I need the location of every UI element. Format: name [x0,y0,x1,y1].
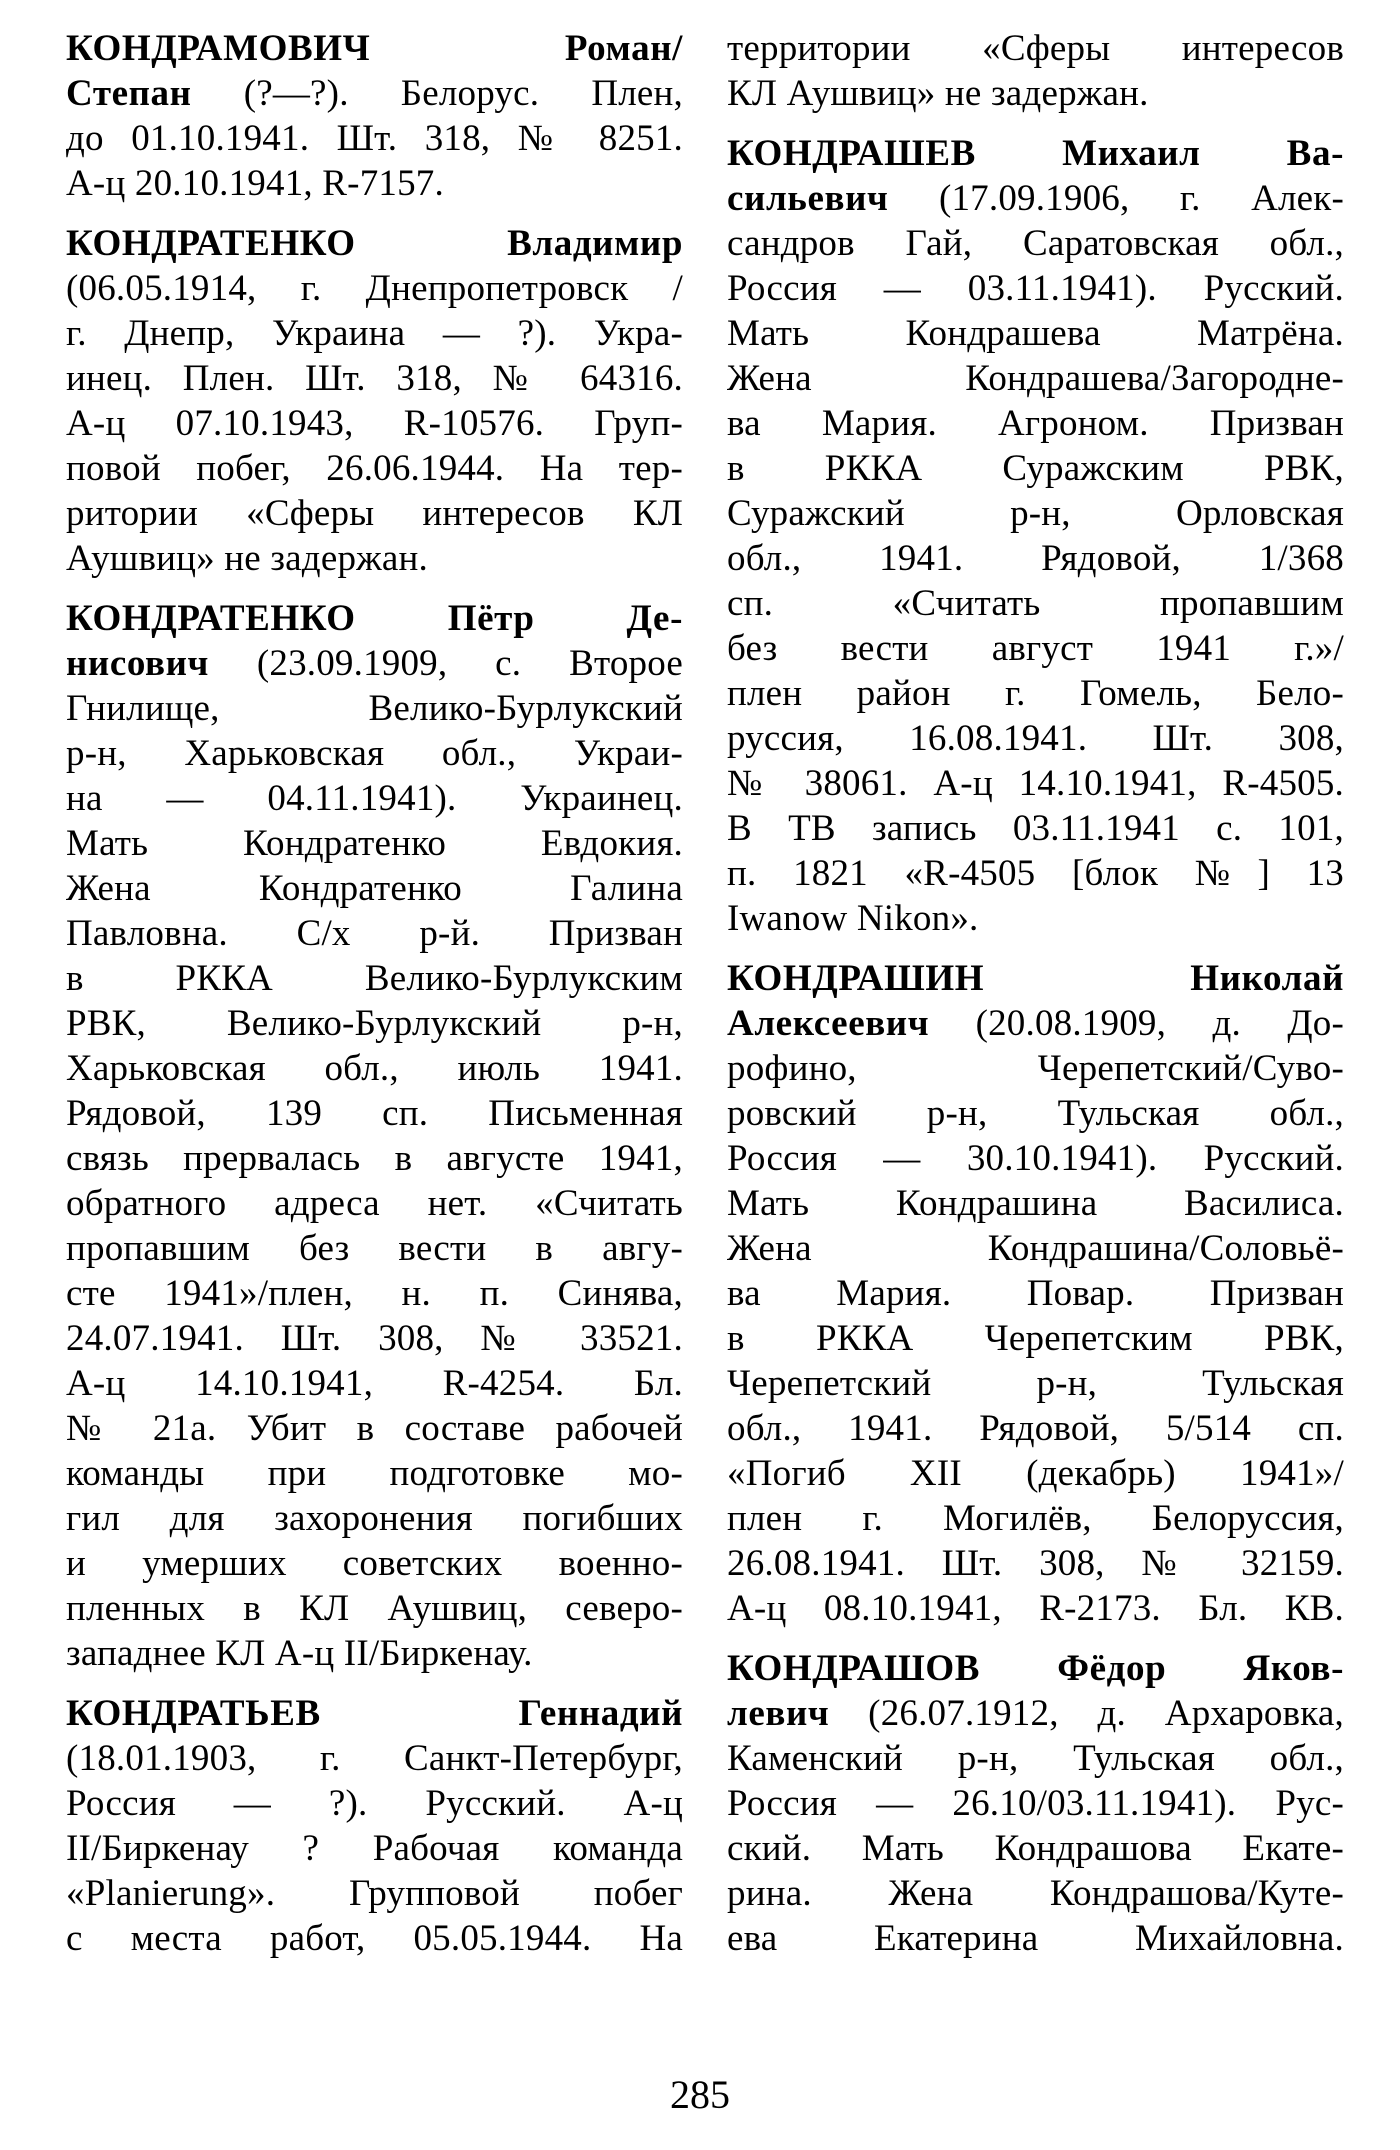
text-line: пленных в КЛ Аушвиц, северо- [66,1588,683,1629]
text-line: Россия — ?). Русский. А-ц [66,1783,683,1824]
text-line: 24.07.1941. Шт. 308, № 33521. [66,1318,683,1359]
text-line: Павловна. С/х р-й. Призван [66,913,683,954]
headword-bold: КОНДРАТЕНКО Владимир [66,223,683,264]
page-number: 285 [670,2072,730,2117]
text-line: пропавшим без вести в авгу- [66,1228,683,1269]
text-line: плен г. Могилёв, Белоруссия, [727,1498,1344,1539]
text-line: РВК, Велико-Бурлукский р-н, [66,1003,683,1044]
text-line: Каменский р-н, Тульская обл., [727,1738,1344,1779]
text-columns [66,26,1344,1961]
text-line: № 21а. Убит в составе рабочей [66,1408,683,1449]
text-line: ева Екатерина Михайловна. [727,1918,1344,1959]
headword-bold: левич [727,1693,830,1734]
text-line: и умерших советских военно- [66,1543,683,1584]
text-line: II/Биркенау ? Рабочая команда [66,1828,683,1869]
text-line: А-ц 08.10.1941, R-2173. Бл. КВ. [727,1588,1344,1629]
text-line: ва Мария. Повар. Призван [727,1273,1344,1314]
headword-line: левич (26.07.1912, д. Архаровка, [727,1693,1344,1734]
headword-line [66,1691,683,1736]
text-line: А-ц 20.10.1941, R-7157. [66,163,444,204]
dictionary-entry [66,1691,683,1961]
text-line: в РККА Суражским РВК, [727,448,1344,489]
text-line: г. Днепр, Украина — ?). Укра- [66,313,683,354]
dictionary-entry [66,596,683,1676]
text-line: Мать Кондрашева Матрёна. [727,313,1344,354]
headword-line [727,131,1344,176]
text-line: обл., 1941. Рядовой, 5/514 сп. [727,1408,1344,1449]
text-line: Харьковская обл., июль 1941. [66,1048,683,1089]
headword-line: сильевич (17.09.1906, г. Алек- [727,178,1344,219]
text-line: ровский р-н, Тульская обл., [727,1093,1344,1134]
dictionary-entry [727,1646,1344,1961]
headword-line: нисович (23.09.1909, с. Второе [66,643,683,684]
headword-bold: Степан [66,73,192,114]
headword-line [66,221,683,266]
text-line: инец. Плен. Шт. 318, № 64316. [66,358,683,399]
text-line: Жена Кондрашина/Соловьё- [727,1228,1344,1269]
text-line: Россия — 03.11.1941). Русский. [727,268,1344,309]
text-line: связь прервалась в августе 1941, [66,1138,683,1179]
text-line: (18.01.1903, г. Санкт-Петербург, [66,1738,683,1779]
text-line: Черепетский р-н, Тульская [727,1363,1344,1404]
headword-bold: КОНДРАШЕВ Михаил Ва- [727,133,1344,174]
text-line: В ТВ запись 03.11.1941 с. 101, [727,808,1344,849]
text-line: Россия — 30.10.1941). Русский. [727,1138,1344,1179]
dictionary-entry [727,956,1344,1631]
headword-line [66,596,683,641]
text-line: ритории «Сферы интересов КЛ [66,493,683,534]
headword-bold: КОНДРАТЕНКО Пётр Де- [66,598,683,639]
text-line: р-н, Харьковская обл., Украи- [66,733,683,774]
text-line: А-ц 07.10.1943, R-10576. Груп- [66,403,683,444]
headword-bold: КОНДРАМОВИЧ Роман/ [66,28,683,69]
text-line: западнее КЛ А-ц II/Биркенау. [66,1633,533,1674]
text-line: в РККА Черепетским РВК, [727,1318,1344,1359]
text-line: в РККА Велико-Бурлукским [66,958,683,999]
text-line: обл., 1941. Рядовой, 1/368 [727,538,1344,579]
text-line: ский. Мать Кондрашова Екате- [727,1828,1344,1869]
text-line: А-ц 14.10.1941, R-4254. Бл. [66,1363,683,1404]
text-column-left [66,26,683,1961]
text-line: ва Мария. Агроном. Призван [727,403,1344,444]
headword-bold: КОНДРАТЬЕВ Геннадий [66,1693,683,1734]
text-line: сте 1941»/плен, н. п. Синява, [66,1273,683,1314]
headword-line [66,26,683,71]
text-line: Россия — 26.10/03.11.1941). Рус- [727,1783,1344,1824]
text-line: «Planierung». Групповой побег [66,1873,683,1914]
text-line: (06.05.1914, г. Днепропетровск / [66,268,683,309]
text-line: гил для захоронения погибших [66,1498,683,1539]
dictionary-entry [727,131,1344,941]
text-line: рина. Жена Кондрашова/Куте- [727,1873,1344,1914]
text-line: без вести август 1941 г.»/ [727,628,1344,669]
text-line: до 01.10.1941. Шт. 318, № 8251. [66,118,683,159]
headword-line: Степан (?—?). Белорус. Плен, [66,73,683,114]
text-line: Аушвиц» не задержан. [66,538,428,579]
text-line: Iwanow Nikon». [727,898,979,939]
text-line: с места работ, 05.05.1944. На [66,1918,683,1959]
text-line: Жена Кондратенко Галина [66,868,683,909]
text-line: руссия, 16.08.1941. Шт. 308, [727,718,1344,759]
text-line: плен район г. Гомель, Бело- [727,673,1344,714]
dictionary-entry [66,221,683,581]
text-line: Мать Кондрашина Василиса. [727,1183,1344,1224]
headword-bold: сильевич [727,178,889,219]
text-line: на — 04.11.1941). Украинец. [66,778,683,819]
text-line: рофино, Черепетский/Суво- [727,1048,1344,1089]
text-line: Суражский р-н, Орловская [727,493,1344,534]
headword-bold: Алексеевич [727,1003,930,1044]
text-line: Мать Кондратенко Евдокия. [66,823,683,864]
text-line: № 38061. А-ц 14.10.1941, R-4505. [727,763,1344,804]
headword-line: Алексеевич (20.08.1909, д. До- [727,1003,1344,1044]
text-line: Гнилище, Велико-Бурлукский [66,688,683,729]
text-line: команды при подготовке мо- [66,1453,683,1494]
text-line: территории «Сферы интересов [727,28,1344,69]
text-line: 26.08.1941. Шт. 308, № 32159. [727,1543,1344,1584]
text-column-right [727,26,1344,1961]
text-line: Рядовой, 139 сп. Письменная [66,1093,683,1134]
text-line: п. 1821 «R-4505 [блок №] 13 [727,853,1344,894]
text-line: сандров Гай, Саратовская обл., [727,223,1344,264]
entry-continuation [727,26,1344,116]
text-line: КЛ Аушвиц» не задержан. [727,73,1149,114]
text-line: «Погиб XII (декабрь) 1941»/ [727,1453,1344,1494]
text-line: обратного адреса нет. «Считать [66,1183,683,1224]
text-line: сп. «Считать пропавшим [727,583,1344,624]
text-line: Жена Кондрашева/Загородне- [727,358,1344,399]
headword-bold: нисович [66,643,210,684]
text-line: повой побег, 26.06.1944. На тер- [66,448,683,489]
headword-line [727,1646,1344,1691]
headword-bold: КОНДРАШИН Николай [727,958,1344,999]
headword-line [727,956,1344,1001]
headword-bold: КОНДРАШОВ Фёдор Яков- [727,1648,1344,1689]
dictionary-entry [66,26,683,206]
